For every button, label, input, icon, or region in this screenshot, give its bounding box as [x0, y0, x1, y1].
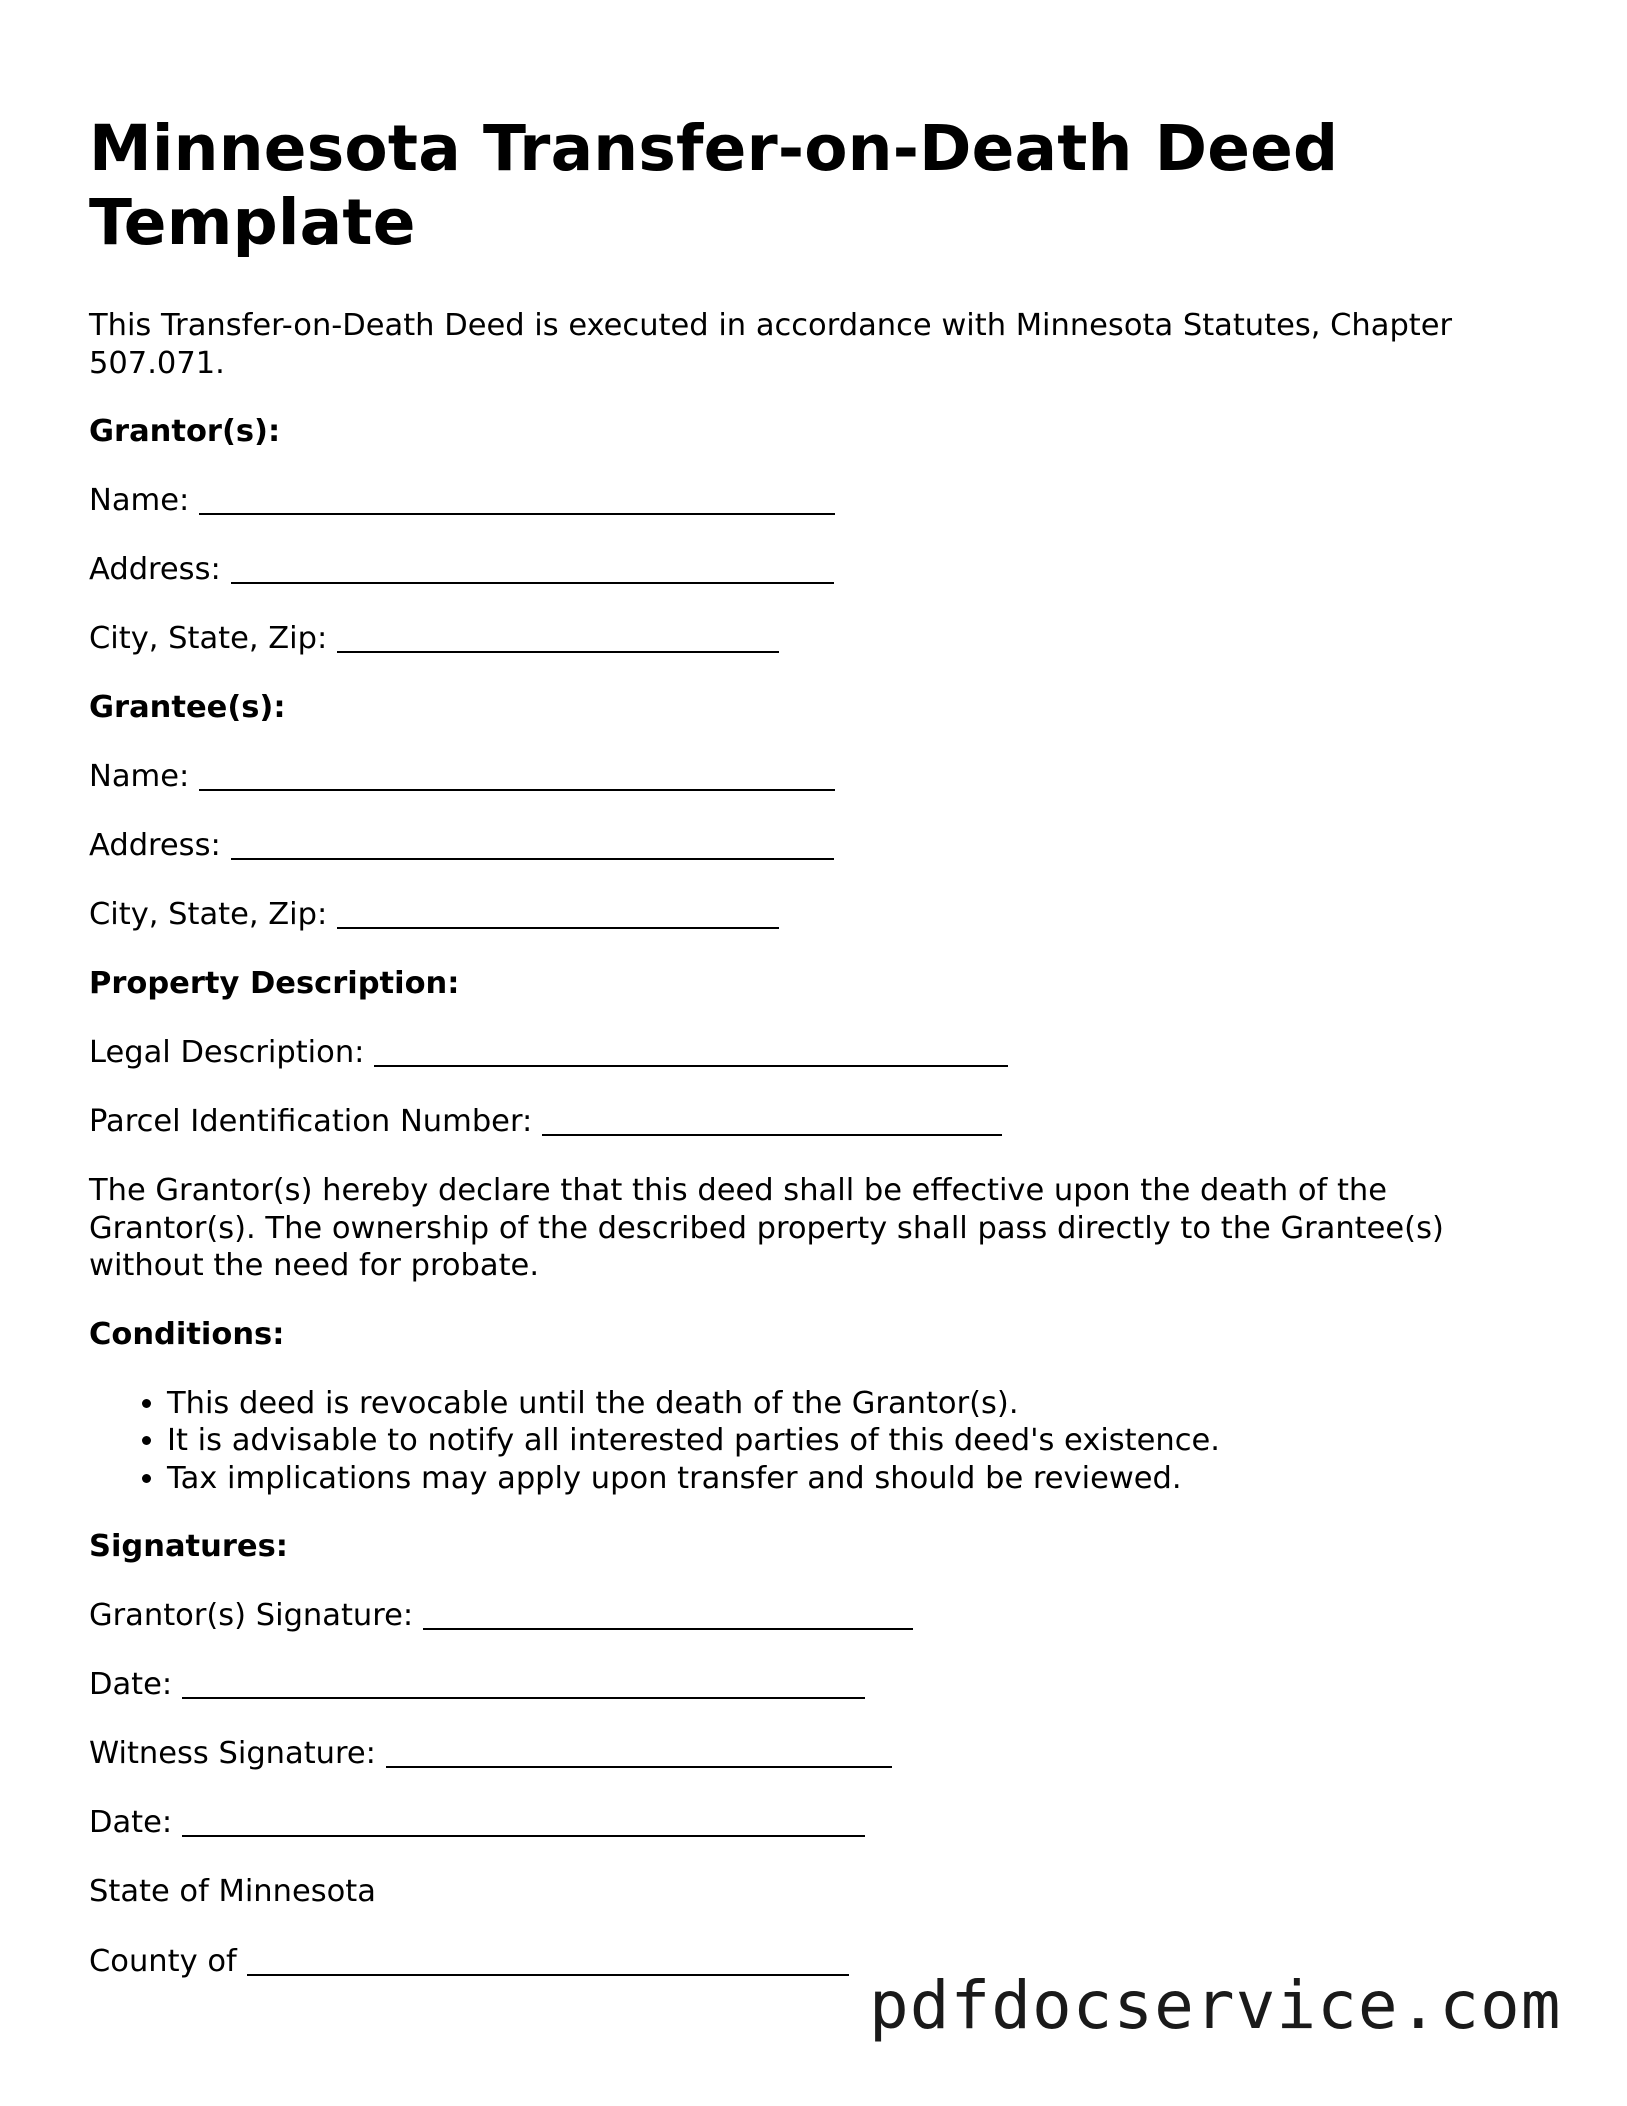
grantor-signature-blank[interactable]: [423, 1600, 913, 1630]
grantee-name-label: Name:: [89, 759, 190, 794]
grantors-heading: Grantor(s):: [89, 414, 281, 449]
grantor-date-blank[interactable]: [182, 1669, 865, 1699]
legal-description-blank[interactable]: [374, 1037, 1008, 1067]
condition-item: • This deed is revocable until the death of the Grantor(s).: [167, 1385, 1529, 1423]
grantee-city-label: City, State, Zip:: [89, 897, 328, 932]
state-text: State of Minnesota: [89, 1874, 376, 1909]
county-blank[interactable]: [247, 1946, 849, 1976]
grantor-address-blank[interactable]: [231, 554, 834, 584]
grantor-signature-label: Grantor(s) Signature:: [89, 1598, 414, 1633]
grantor-address-label: Address:: [89, 552, 221, 587]
grantee-city-field: [89, 896, 1529, 933]
property-heading: Property Description:: [89, 966, 460, 1001]
grantor-name-field: [89, 482, 1529, 519]
witness-date-blank[interactable]: [182, 1807, 865, 1837]
grantor-date-label: Date:: [89, 1667, 173, 1702]
parcel-number-label: Parcel Identification Number:: [89, 1104, 533, 1139]
grantor-city-blank[interactable]: [337, 623, 779, 653]
parcel-number-field: [89, 1103, 1529, 1140]
witness-signature-label: Witness Signature:: [89, 1736, 376, 1771]
legal-description-label: Legal Description:: [89, 1035, 365, 1070]
witness-signature-field: [89, 1735, 1529, 1772]
grantor-date-field: [89, 1666, 1529, 1703]
grantor-signature-field: [89, 1597, 1529, 1634]
grantor-city-label: City, State, Zip:: [89, 621, 328, 656]
grantees-heading: Grantee(s):: [89, 690, 286, 725]
witness-date-field: [89, 1804, 1529, 1841]
grantee-name-field: [89, 758, 1529, 795]
grantee-address-blank[interactable]: [231, 830, 834, 860]
grantee-address-field: [89, 827, 1529, 864]
conditions-list: [89, 1385, 1529, 1498]
conditions-heading: Conditions:: [89, 1316, 285, 1352]
grantor-city-field: [89, 620, 1529, 657]
grantee-name-blank[interactable]: [199, 761, 835, 791]
grantee-city-blank[interactable]: [337, 899, 779, 929]
signatures-heading: Signatures:: [89, 1529, 288, 1564]
intro-text: This Transfer-on-Death Deed is executed in accordance with Minnesota Statutes, Chapter 507.071.: [89, 308, 1453, 381]
parcel-number-blank[interactable]: [542, 1106, 1002, 1136]
document-title: Minnesota Transfer-on-Death Deed Template: [89, 112, 1339, 259]
witness-signature-blank[interactable]: [386, 1738, 892, 1768]
grantee-address-label: Address:: [89, 828, 221, 863]
condition-item: • It is advisable to notify all interested parties of this deed's existence.: [167, 1422, 1529, 1460]
declaration-text: The Grantor(s) hereby declare that this deed shall be effective upon the death of the Grantor(s). The ownership of the described property shall pass directly to the Grantee(s) without the need for probate.: [89, 1173, 1444, 1283]
grantor-name-blank[interactable]: [199, 485, 835, 515]
grantor-address-field: [89, 551, 1529, 588]
document-page: [89, 112, 1529, 1980]
legal-description-field: [89, 1034, 1529, 1071]
grantor-name-label: Name:: [89, 483, 190, 518]
condition-item: • Tax implications may apply upon transfer and should be reviewed.: [167, 1460, 1529, 1498]
witness-date-label: Date:: [89, 1805, 173, 1840]
watermark-text: pdfdocservice.com: [869, 1967, 1562, 2044]
county-label: County of: [89, 1943, 237, 1979]
